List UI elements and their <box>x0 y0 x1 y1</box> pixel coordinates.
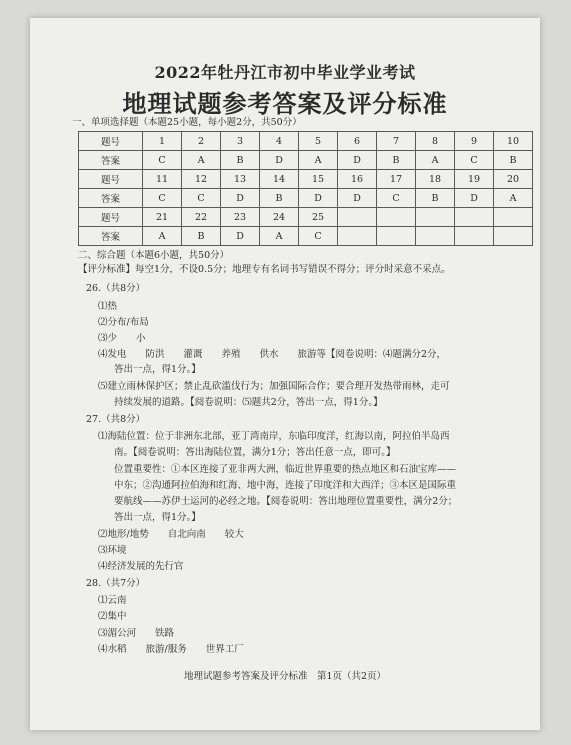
q26-line: ⑵分布/布局 <box>98 317 149 328</box>
answer-label-cell: 答案 <box>79 151 143 170</box>
question-number-cell: 20 <box>494 170 533 189</box>
question-number-cell: 9 <box>455 132 494 151</box>
answer-label-cell: 答案 <box>79 227 143 246</box>
answer-cell <box>338 227 377 246</box>
answer-cell: A <box>260 227 299 246</box>
answer-cell: D <box>338 151 377 170</box>
q28-line: ⑵集中 <box>98 611 127 622</box>
q26-heading: 26.（共8分） <box>86 283 146 294</box>
q27-line: 要航线——苏伊士运河的必经之地。【阅卷说明：答出地理位置重要性，满分2分； <box>114 496 458 507</box>
answer-cell: B <box>182 227 221 246</box>
answer-cell <box>416 227 455 246</box>
exam-title: 2022年牡丹江市初中毕业学业考试 <box>154 63 416 82</box>
answer-cell: B <box>494 151 533 170</box>
answer-cell: B <box>377 151 416 170</box>
answer-cell: B <box>221 151 260 170</box>
answer-cell <box>377 227 416 246</box>
q27-line: ⑷经济发展的先行官 <box>98 561 184 572</box>
answer-cell: A <box>494 189 533 208</box>
question-label-cell: 题号 <box>79 208 143 227</box>
q26-line: 持续发展的道路。【阅卷说明：⑸题共2分，答出一点，得1分。】 <box>114 397 383 408</box>
question-number-cell: 19 <box>455 170 494 189</box>
scoring-standard: 【评分标准】每空1分，不设0.5分；地理专有名词书写错误不得分；评分时采意不采点。 <box>78 264 451 275</box>
q26-line: ⑶少 小 <box>98 333 146 344</box>
page-footer: 地理试题参考答案及评分标准 第1页（共2页） <box>183 671 387 682</box>
q27-line: ⑴海陆位置：位于非洲东北部，亚丁湾南岸，东临印度洋，红海以南，阿拉伯半岛西 <box>98 431 450 442</box>
question-number-cell: 8 <box>416 132 455 151</box>
q28-heading: 28.（共7分） <box>86 578 146 589</box>
section-1-heading: 一、单项选择题（本题25小题，每小题2分，共50分） <box>72 117 302 128</box>
question-number-cell: 13 <box>221 170 260 189</box>
answer-cell: D <box>338 189 377 208</box>
answer-sheet-page <box>30 18 540 730</box>
q26-line: ⑸建立雨林保护区；禁止乱砍滥伐行为；加强国际合作；要合理开发热带雨林，走可 <box>98 381 450 392</box>
answer-cell: D <box>260 151 299 170</box>
q28-line: ⑷水稻 旅游/服务 世界工厂 <box>98 644 244 655</box>
question-number-cell: 3 <box>221 132 260 151</box>
question-number-cell: 14 <box>260 170 299 189</box>
answer-cell: D <box>455 189 494 208</box>
question-number-cell: 12 <box>182 170 221 189</box>
question-number-cell: 2 <box>182 132 221 151</box>
question-number-cell: 22 <box>182 208 221 227</box>
answer-row <box>79 151 533 170</box>
answer-label-cell: 答案 <box>79 189 143 208</box>
question-number-row <box>79 170 533 189</box>
answer-cell: C <box>299 227 338 246</box>
q27-line: ⑵地形/地势 自北向南 较大 <box>98 529 244 540</box>
q28-line: ⑴云南 <box>98 595 127 606</box>
question-number-cell <box>338 208 377 227</box>
q28-line: ⑶湄公河 铁路 <box>98 628 175 639</box>
question-number-cell: 24 <box>260 208 299 227</box>
answer-cell: B <box>260 189 299 208</box>
answer-cell: D <box>221 189 260 208</box>
q26-line: ⑴热 <box>98 301 118 312</box>
question-number-cell: 18 <box>416 170 455 189</box>
question-number-cell: 15 <box>299 170 338 189</box>
q26-line: 答出一点，得1分。】 <box>114 364 201 375</box>
question-number-row <box>79 208 533 227</box>
answer-cell: C <box>455 151 494 170</box>
question-number-cell <box>416 208 455 227</box>
answer-cell: C <box>143 189 182 208</box>
question-number-cell: 1 <box>143 132 182 151</box>
answer-cell: A <box>182 151 221 170</box>
answer-cell: C <box>143 151 182 170</box>
question-label-cell: 题号 <box>79 170 143 189</box>
q27-line: 位置重要性：①本区连接了亚非两大洲，临近世界重要的热点地区和石油宝库—— <box>114 464 457 475</box>
q27-line: 答出一点，得1分。】 <box>114 512 201 523</box>
answer-cell: A <box>299 151 338 170</box>
q27-heading: 27.（共8分） <box>86 414 146 425</box>
question-label-cell: 题号 <box>79 132 143 151</box>
q27-line: 中东；②沟通阿拉伯海和红海、地中海，连接了印度洋和大西洋；③本区是国际重 <box>114 480 457 491</box>
question-number-cell: 17 <box>377 170 416 189</box>
answer-cell: D <box>299 189 338 208</box>
document-subtitle: 地理试题参考答案及评分标准 <box>122 89 448 118</box>
question-number-cell: 11 <box>143 170 182 189</box>
question-number-cell: 7 <box>377 132 416 151</box>
q27-line: ⑶环境 <box>98 545 127 556</box>
q26-line: ⑷发电 防洪 灌溉 养殖 供水 旅游等【阅卷说明：⑷题满分2分， <box>98 349 447 360</box>
question-number-cell <box>494 208 533 227</box>
answer-cell: A <box>143 227 182 246</box>
question-number-cell <box>455 208 494 227</box>
answer-cell <box>494 227 533 246</box>
q27-line: 南。【阅卷说明：答出海陆位置，满分1分；答出任意一点，即可。】 <box>114 447 396 458</box>
question-number-cell: 25 <box>299 208 338 227</box>
section-2-heading: 二、综合题（本题6小题，共50分） <box>78 250 230 261</box>
answer-cell: B <box>416 189 455 208</box>
answer-row <box>79 189 533 208</box>
answer-cell: A <box>416 151 455 170</box>
question-number-cell <box>377 208 416 227</box>
question-number-cell: 21 <box>143 208 182 227</box>
question-number-cell: 23 <box>221 208 260 227</box>
answer-cell <box>455 227 494 246</box>
question-number-cell: 10 <box>494 132 533 151</box>
answer-cell: C <box>377 189 416 208</box>
question-number-cell: 5 <box>299 132 338 151</box>
question-number-cell: 4 <box>260 132 299 151</box>
answer-row <box>79 227 533 246</box>
answer-cell: D <box>221 227 260 246</box>
question-number-cell: 6 <box>338 132 377 151</box>
question-number-row <box>79 132 533 151</box>
answer-cell: C <box>182 189 221 208</box>
answer-table <box>78 131 533 246</box>
question-number-cell: 16 <box>338 170 377 189</box>
